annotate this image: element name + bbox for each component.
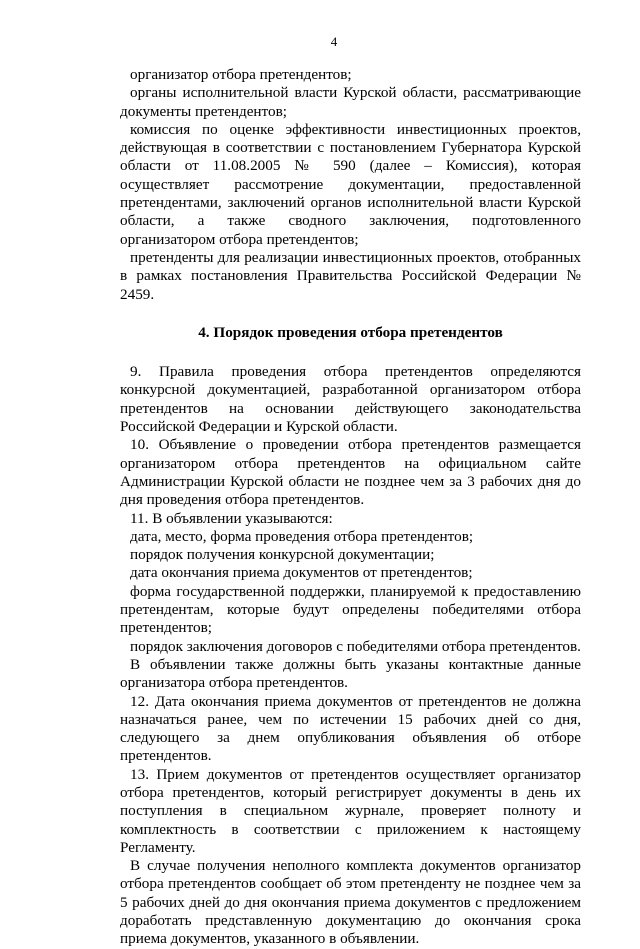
paragraph: претенденты для реализации инвестиционных проектов, отобранных в рамках постановления Правительства Российской Федерации № 2459. <box>120 248 581 303</box>
list-item: порядок получения конкурсной документации; <box>130 546 435 564</box>
list-item: форма государственной поддержки, планируемой к предоставлению претендентам, которые будут определены победителями отбора претендентов; <box>120 582 581 637</box>
paragraph: организатор отбора претендентов; <box>130 66 352 83</box>
section-heading: 4. Порядок проведения отбора претендентов <box>198 323 503 341</box>
paragraph: 10. Объявление о проведении отбора претендентов размещается организатором отбора претендентов на официальном сайте Администрации Курской области не позднее чем за 3 рабочих дня до дня проведения отбора претендентов. <box>120 436 581 509</box>
paragraph: органы исполнительной власти Курской области, рассматривающие документы претендентов; <box>120 84 581 120</box>
document-body <box>120 66 581 949</box>
paragraph: 12. Дата окончания приема документов от претендентов не должна назначаться ранее, чем по истечении 15 рабочих дней со дня, следующего за днем опубликования объявления об отборе претендентов. <box>120 692 581 765</box>
paragraph: 9. Правила проведения отбора претендентов определяются конкурсной документацией, разработанной организатором отбора претендентов на основании действующего законодательства Российской Федерации и Курской области. <box>120 363 581 436</box>
paragraph: комиссия по оценке эффективности инвестиционных проектов, действующая в соответствии с постановлением Губернатора Курской области от 11.08.2005 № 590 (далее – Комиссия), которая осуществляет рассмотрение документации, предоставленной претендентами, заключений органов исполнительной власти Курской области, а также сводного заключения, подготовленного организатором отбора претендентов; <box>120 120 581 248</box>
list-item: дата, место, форма проведения отбора претендентов; <box>130 527 474 545</box>
paragraph: 13. Прием документов от претендентов осуществляет организатор отбора претендентов, который регистрирует документы в день их поступления в специальном журнале, проверяет полноту и комплектность в соответствии с приложением к настоящему Регламенту. <box>120 765 581 856</box>
paragraph: В случае получения неполного комплекта документов организатор отбора претендентов сообщает об этом претенденту не позднее чем за 5 рабочих дней до дня окончания приема документов с предложением доработать представленную документацию до окончания срока приема документов, указанного в объявлении. <box>120 857 581 948</box>
list-item: дата окончания приема документов от претендентов; <box>130 564 473 582</box>
list-item: порядок заключения договоров с победителями отбора претендентов. <box>130 637 581 655</box>
paragraph: В объявлении также должны быть указаны контактные данные организатора отбора претендентов. <box>120 655 581 692</box>
page-number: 4 <box>330 34 338 49</box>
paragraph: 11. В объявлении указываются: <box>130 509 333 527</box>
